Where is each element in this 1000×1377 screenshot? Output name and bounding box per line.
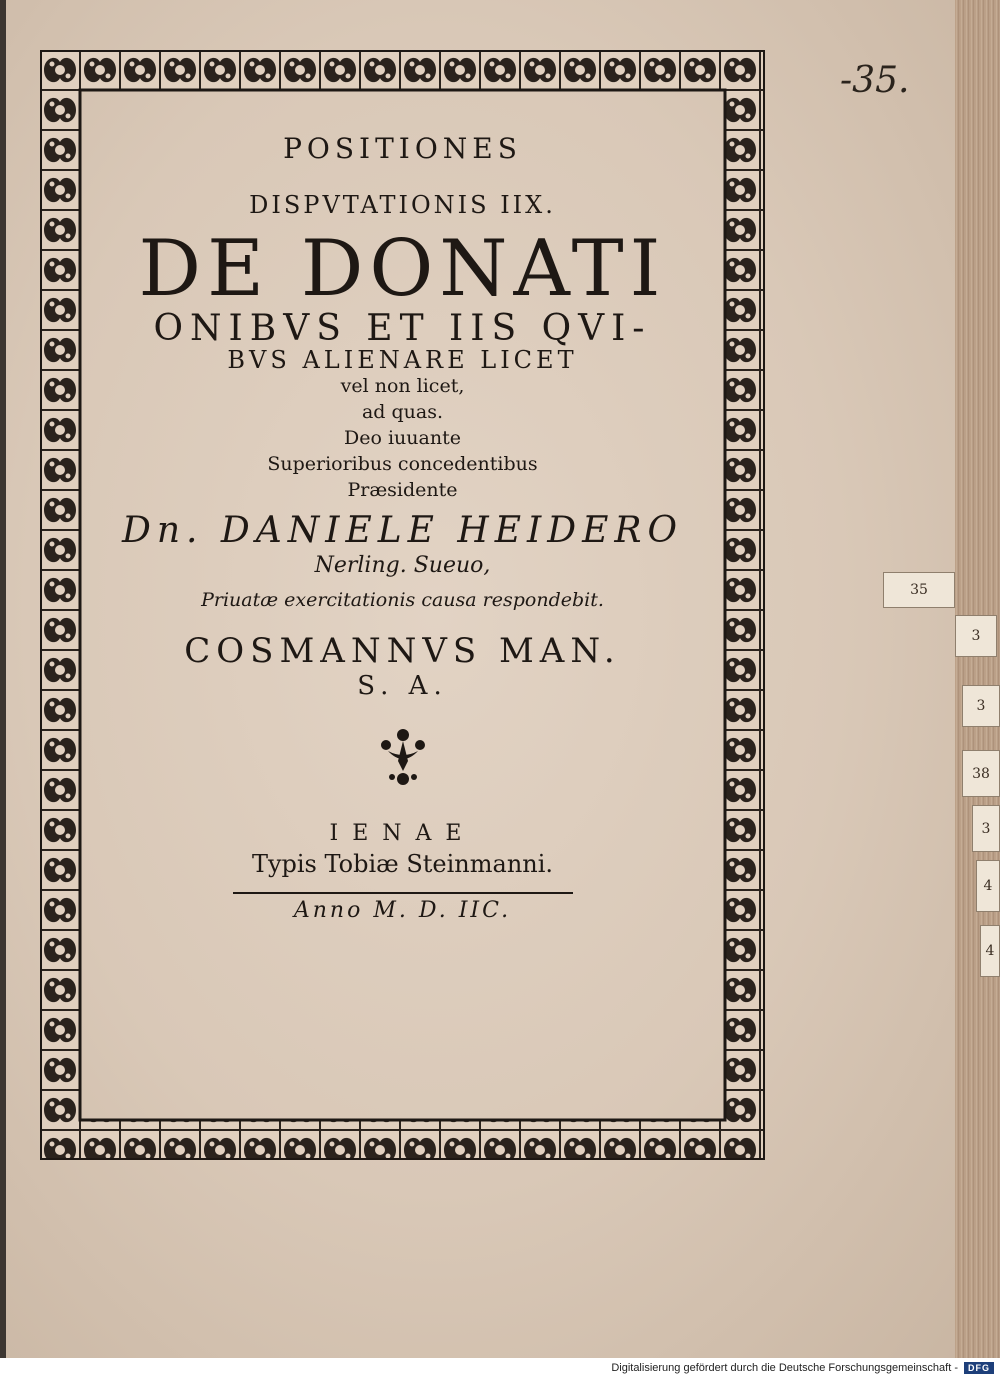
index-tab bbox=[962, 750, 1000, 797]
index-tab bbox=[955, 615, 997, 657]
tab-label: 4 bbox=[983, 878, 993, 894]
imprint-printer: Typis Tobiæ Steinmanni. bbox=[251, 850, 554, 878]
index-tab bbox=[976, 860, 1000, 912]
presider-name: Dn. DANIELE HEIDERO bbox=[121, 510, 684, 551]
respondent-suffix: S. A. bbox=[357, 671, 448, 701]
presider-origin: Nerling. Sueuo, bbox=[314, 553, 491, 578]
text-praesidente: Præsidente bbox=[347, 479, 458, 501]
folio-number: -35. bbox=[840, 60, 910, 101]
footer-credit-text: Digitalisierung gefördert durch die Deutsche Forschungsgemeinschaft - bbox=[611, 1361, 958, 1374]
index-tab bbox=[883, 572, 955, 608]
heading-disputationis: DISPVTATIONIS IIX. bbox=[249, 191, 556, 219]
title-line-bus: BVS ALIENARE LICET bbox=[227, 346, 578, 374]
imprint-year: Anno M. D. IIC. bbox=[293, 898, 512, 923]
heading-positiones: POSITIONES bbox=[283, 132, 522, 165]
title-page-text bbox=[80, 120, 725, 923]
text-vel-non-licet: vel non licet, bbox=[340, 375, 465, 397]
text-priuatae: Priuatæ exercitationis causa respondebit. bbox=[201, 589, 604, 611]
text-superioribus: Superioribus concedentibus bbox=[267, 453, 538, 475]
fleuron-icon bbox=[368, 721, 438, 791]
divider-rule bbox=[233, 892, 573, 894]
title-de-donati: DE DONATI bbox=[138, 224, 667, 314]
tab-label: 4 bbox=[985, 943, 995, 959]
tab-label: 35 bbox=[910, 582, 928, 598]
tab-label: 3 bbox=[981, 820, 991, 837]
tab-label: 3 bbox=[976, 698, 986, 714]
title-line-onibus: ONIBVS ET IIS QVI- bbox=[153, 308, 652, 349]
text-deo-iuuante: Deo iuuante bbox=[344, 427, 461, 449]
text-ad-quas: ad quas. bbox=[361, 401, 444, 423]
index-tab bbox=[980, 925, 1000, 977]
respondent-name: COSMANNVS MAN. bbox=[184, 631, 621, 671]
dfg-logo: DFG bbox=[964, 1362, 994, 1374]
imprint-place: IENAE bbox=[329, 821, 476, 846]
page-edges bbox=[955, 0, 1000, 1358]
index-tab bbox=[962, 685, 1000, 727]
tab-label: 38 bbox=[972, 765, 990, 782]
index-tab bbox=[972, 805, 1000, 852]
tab-label: 3 bbox=[971, 628, 981, 644]
footer-credit-bar bbox=[0, 1358, 1000, 1377]
